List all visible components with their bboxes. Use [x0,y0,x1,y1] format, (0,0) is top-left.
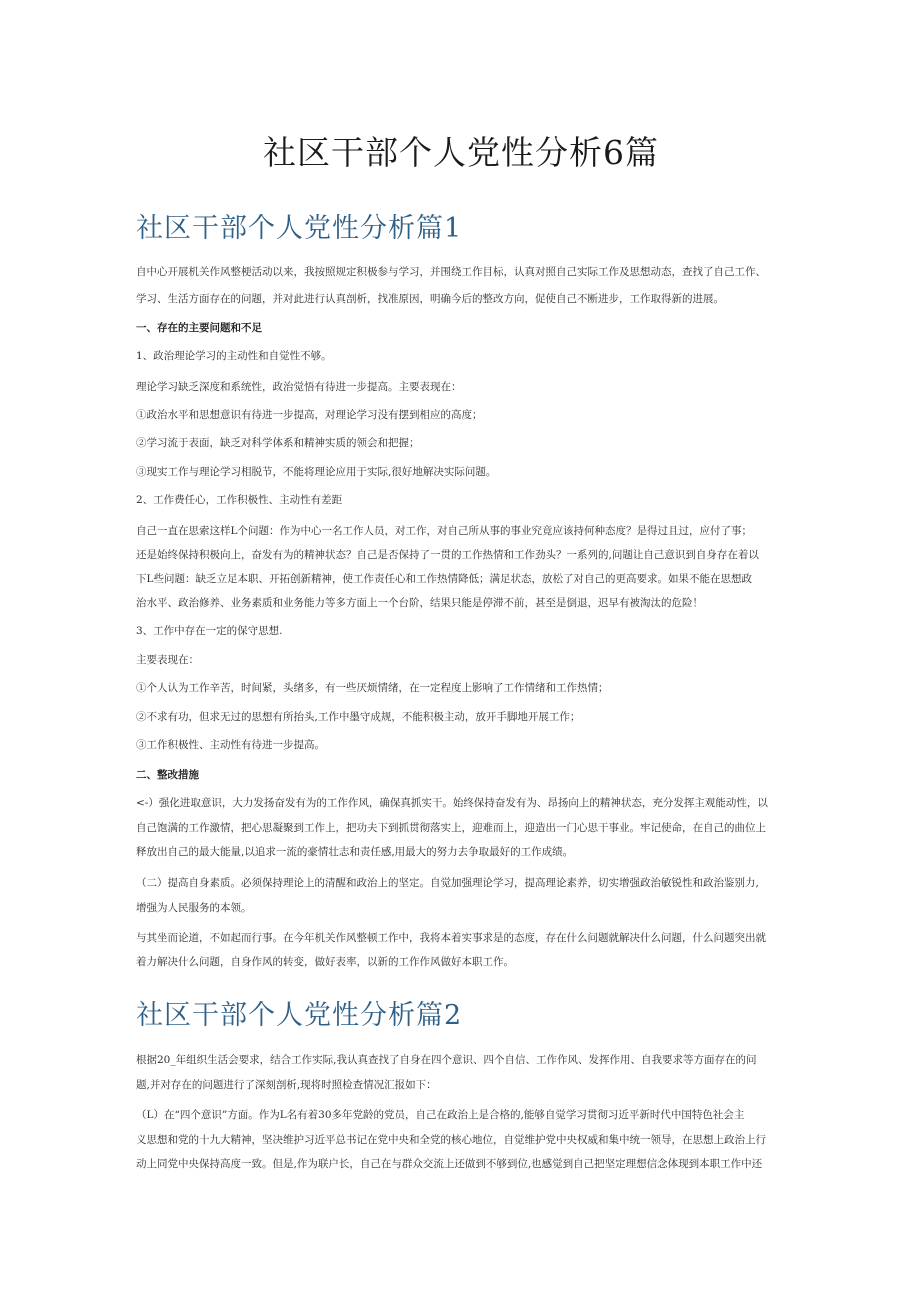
paragraph-line: ③工作积极性、主动性有待进一步提高。 [136,739,325,751]
paragraph-line: 题,并对存在的问题进行了深刻剖析,现将时照检查情况汇报如下： [136,1079,437,1091]
paragraph-line: 3、工作中存在一定的保守思想. [136,625,283,637]
section-heading-1: 社区干部个人党性分析篇1 [136,213,463,244]
paragraph-line: ①个人认为工作辛苦，时间紧，头绪多，有一些厌烦情绪，在一定程度上影响了工作情绪和工作热情； [136,682,609,694]
paragraph-line: 主要表现在： [136,654,199,666]
subsection-title: 二、整改措施 [136,769,199,781]
paragraph-line: 2、工作费任心，工作积极性、主动性有差距 [136,494,343,506]
paragraph-line: 自己一直在思索这样L个问题：作为中心一名工作人员，对工作，对自己所从事的事业究竟应该持何种态度？是得过且过，应付了事； [136,525,752,537]
paragraph-line: 释放出自己的最大能量,以追求一流的豪情壮志和责任感,用最大的努力去争取最好的工作成绩。 [136,846,574,858]
paragraph-line: （二）提高自身素质。必须保持理论上的清醒和政治上的坚定。自觉加强理论学习，提高理论素养，切实增强政治敏锐性和政治鉴别力, [136,877,759,889]
paragraph-line: （L）在“四个意识”方面。作为L名有着30多年党龄的党员，自己在政治上是合格的,能够自觉学习贯彻习近平新时代中国特色社会主 [136,1109,745,1121]
paragraph-line: ①政治水平和思想意识有待进一步提高，对理论学习没有摆到相应的高度； [136,409,483,421]
paragraph-line: 与其坐而论道，不如起而行事。在今年机关作风整顿工作中，我将本着实事求是的态度，存在什么问题就解决什么问题，什么问题突出就 [136,932,766,944]
paragraph-line: 根据20_年组织生活会要求，结合工作实际,我认真查找了自身在四个意识、四个自信、工作作风、发挥作用、自我要求等方面存在的问 [136,1054,757,1066]
paragraph-line: 学习、生活方面存在的问题，并对此进行认真剖析，找准原因，明确今后的整改方向，促使自己不断进步，工作取得新的进展。 [136,293,724,305]
subsection-title: 一、存在的主要问题和不足 [136,322,262,334]
paragraph-line: 自中心开展机关作风整梗活动以来，我按照规定积极参与学习，并围绕工作目标，认真对照自己实际工作及思想动态，查找了自己工作、 [136,266,766,278]
paragraph-line: ②不求有功，但求无过的思想有所抬头,工作中墨守成规，不能积极主动，放开手脚地开展工作； [136,711,581,723]
paragraph-line: ②学习流于表面，缺乏对科学体系和精神实质的领会和把握； [136,437,420,449]
paragraph-line: 动上同党中央保持高度一致。但是,作为联户长，自己在与群众交流上还做到不够到位,也感觉到自己把坚定理想信念体现到本职工作中还 [136,1158,763,1170]
paragraph-line: 1、政治理论学习的主动性和自觉性不够。 [136,350,332,362]
paragraph-line: 治水平、政治修养、业务素质和业务能力等多方面上一个台阶，结果只能是停滞不前，甚至是倒退，迟早有被淘汰的危险！ [136,597,703,609]
section-heading-2: 社区干部个人党性分析篇2 [136,1000,463,1031]
paragraph-line: 义思想和党的十九大精神，坚决维护习近平总书记在党中央和全党的核心地位，自觉维护党中央权威和集中统一领导，在思想上政治上行 [136,1134,766,1146]
paragraph-line: 着力解决什么问题，自身作风的转变，做好表率，以新的工作作风做好本职工作。 [136,956,514,968]
document-title: 社区干部个人党性分析6篇 [263,133,659,172]
paragraph-line: 增强为人民服务的本领。 [136,902,252,914]
paragraph-line: ③现实工作与理论学习相脱节，不能将理论应用于实际,很好地解决实际问题。 [136,466,497,478]
paragraph-line: 下L些问题：缺乏立足本职、开拓创新精神，使工作责任心和工作热情降低；满足状态，放松了对自己的更高要求。如果不能在思想政 [136,573,752,585]
paragraph-line: 还是始终保持积极向上，奋发有为的精神状态？自己是否保持了一贯的工作热情和工作劲头？一系列的,问题让自己意识到自身存在着以 [136,549,759,561]
paragraph-line: 理论学习缺乏深度和系统性，政治觉悟有待进一步提高。主要表现在： [136,381,462,393]
paragraph-line: <-）强化进取意识，大力发扬奋发有为的工作作风，确保真抓实干。始终保持奋发有为、昂扬向上的精神状态，充分发挥主观能动性，以 [136,797,768,809]
paragraph-line: 自己饱满的工作激情，把心思凝聚到工作上，把功夫下到抓贯彻落实上，迎难而上，迎造出一门心思干事业。牢记使命，在自己的曲位上 [136,822,766,834]
